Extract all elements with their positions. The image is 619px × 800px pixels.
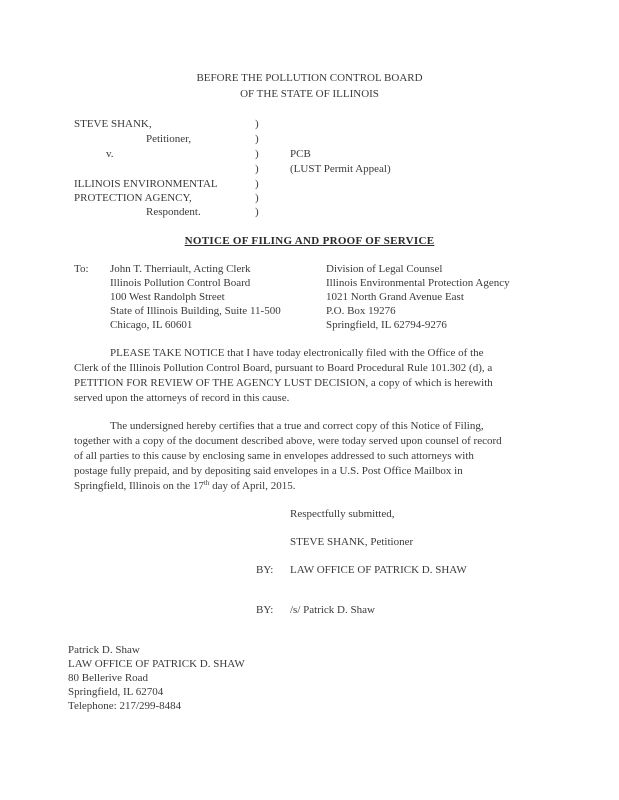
address-line: 1021 North Grand Avenue East: [326, 291, 464, 303]
by-label: BY:: [256, 564, 274, 576]
respondent-line1: ILLINOIS ENVIRONMENTAL: [74, 178, 218, 190]
law-firm-name: LAW OFFICE OF PATRICK D. SHAW: [290, 564, 467, 576]
address-line: LAW OFFICE OF PATRICK D. SHAW: [68, 658, 245, 670]
paragraph2-line1: The undersigned hereby certifies that a true and correct copy of this Notice of Filing,: [110, 420, 484, 432]
bracket: ): [255, 148, 259, 160]
date-text-end: day of April, 2015.: [209, 480, 296, 492]
respondent-role: Respondent.: [146, 206, 201, 218]
address-line: Springfield, IL 62794-9276: [326, 319, 447, 331]
address-line: Chicago, IL 60601: [110, 319, 193, 331]
by-label: BY:: [256, 604, 274, 616]
address-line: P.O. Box 19276: [326, 305, 396, 317]
address-line: Patrick D. Shaw: [68, 644, 140, 656]
paragraph1-line4: served upon the attorneys of record in this cause.: [74, 392, 290, 404]
versus: v.: [106, 148, 114, 160]
paragraph2-line5: [74, 480, 295, 493]
address-line: Springfield, IL 62704: [68, 686, 164, 698]
party-name: STEVE SHANK, Petitioner: [290, 536, 414, 548]
bracket: ): [255, 118, 259, 130]
bracket: ): [255, 206, 259, 218]
address-line: 80 Bellerive Road: [68, 672, 149, 684]
paragraph1-line1: PLEASE TAKE NOTICE that I have today electronically filed with the Office of the: [110, 347, 484, 359]
ordinal-suffix: th: [203, 479, 210, 487]
address-line: Division of Legal Counsel: [326, 263, 443, 275]
respondent-line2: PROTECTION AGENCY,: [74, 192, 192, 204]
bracket: ): [255, 163, 259, 175]
to-label: To:: [74, 263, 89, 275]
address-line: John T. Therriault, Acting Clerk: [110, 263, 251, 275]
address-line: 100 West Randolph Street: [110, 291, 225, 303]
board-heading-line2: OF THE STATE OF ILLINOIS: [240, 88, 379, 100]
paragraph2-line3: of all parties to this cause by enclosing same in envelopes addressed to such attorneys with: [74, 450, 474, 462]
electronic-signature: /s/ Patrick D. Shaw: [290, 604, 375, 616]
board-heading-line1: BEFORE THE POLLUTION CONTROL BOARD: [196, 72, 423, 84]
closing: Respectfully submitted,: [290, 508, 395, 520]
address-line: Telephone: 217/299-8484: [68, 700, 182, 712]
paragraph1-line2: Clerk of the Illinois Pollution Control Board, pursuant to Board Procedural Rule 101.302 (d), a: [74, 362, 493, 374]
case-label: PCB: [290, 148, 311, 160]
paragraph2-line4: postage fully prepaid, and by depositing said envelopes in a U.S. Post Office Mailbox in: [74, 465, 463, 477]
bracket: ): [255, 133, 259, 145]
paragraph2-line2: together with a copy of the document described above, were today served upon counsel of record: [74, 435, 502, 447]
bracket: ): [255, 192, 259, 204]
bracket: ): [255, 178, 259, 190]
address-line: Illinois Environmental Protection Agency: [326, 277, 510, 289]
notice-title: NOTICE OF FILING AND PROOF OF SERVICE: [184, 235, 435, 247]
petitioner-name: STEVE SHANK,: [74, 118, 152, 130]
petitioner-role: Petitioner,: [146, 133, 192, 145]
case-type: (LUST Permit Appeal): [290, 163, 391, 175]
address-line: State of Illinois Building, Suite 11-500: [110, 305, 281, 317]
date-text: Springfield, Illinois on the 17: [74, 480, 204, 492]
address-line: Illinois Pollution Control Board: [110, 277, 251, 289]
paragraph1-line3: PETITION FOR REVIEW OF THE AGENCY LUST DECISION, a copy of which is herewith: [74, 377, 493, 389]
